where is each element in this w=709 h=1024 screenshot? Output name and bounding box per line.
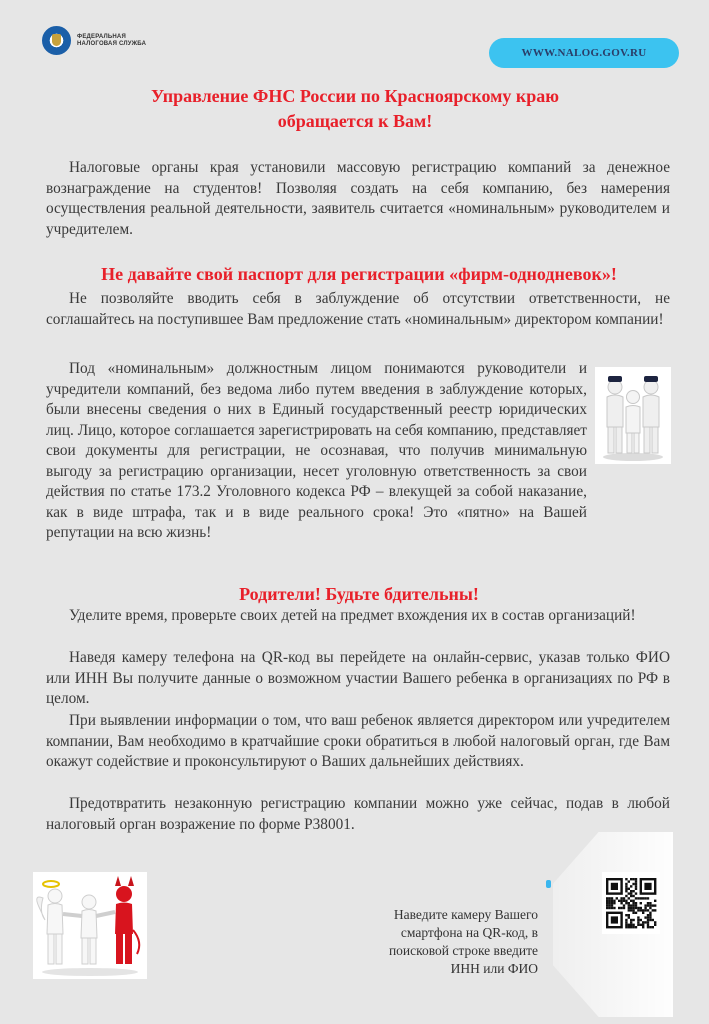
- caption-line-1: Наведите камеру Вашего: [393, 907, 538, 922]
- fns-logo: [42, 26, 146, 55]
- section2-paragraph-1: Уделите время, проверьте своих детей на предмет вхождения их в состав организаций!: [69, 607, 636, 624]
- arrest-figures-svg: [595, 367, 671, 464]
- logo-line-2: НАЛОГОВАЯ СЛУЖБА: [77, 40, 147, 47]
- section1-paragraph-2: Под «номинальным» должностным лицом понимаются руководители и учредители компаний, без ведома либо путем введения в заблуждение которых, были внесены сведения о них в Единый государственный реестр юридических лиц. Лицо, которое соглашается зарегистрировать на себя компанию, представляет свои документы для регистрации, не осознавая, что получив минимальную выгоду за регистрацию организации, несет уголовную ответственность за свои действия по статье 173.2 Уголовного кодекса РФ – влекущей за собой наказание, как в виде штрафа, так и в виде реального срока! Это «пятно» на Вашей репутации на всю жизнь!: [46, 360, 587, 541]
- fns-emblem-icon: [42, 26, 71, 55]
- arrest-figures-illustration: [595, 367, 671, 464]
- intro-paragraph: Налоговые органы края установили массовую регистрацию компаний за денежное вознаграждение на студентов! Позволяя создать на себя компанию, без намерения осуществления реальной деятельности, заявитель считается «номинальным» руководителем и учредителем.: [46, 159, 670, 238]
- page-title: [60, 84, 650, 134]
- section2-paragraph-3: При выявлении информации о том, что ваш ребенок является директором или учредителем компании, Вам необходимо в кратчайшие сроки обратиться в любой налоговый орган, где Вам окажут содействие и проконсультируют о Ваших дальнейших действиях.: [46, 712, 670, 770]
- section1-paragraph-1: Не позволяйте вводить себя в заблуждение об отсутствии ответственности, не соглашайтесь на поступившее Вам предложение стать «номинальным» директором компании!: [46, 290, 670, 328]
- qr-caption: [354, 906, 538, 978]
- section2-paragraph-4: Предотвратить незаконную регистрацию компании можно уже сейчас, подав в любой налоговый орган возражение по форме Р38001.: [46, 795, 670, 833]
- logo-line-1: ФЕДЕРАЛЬНАЯ: [77, 33, 126, 40]
- title-line-1: Управление ФНС России по Красноярскому краю: [150, 86, 560, 106]
- section2-paragraph-2: Наведя камеру телефона на QR-код вы перейдете на онлайн-сервис, указав только ФИО или ИНН Вы получите данные о возможном участии Вашего ребенка в организациях по РФ в целом.: [46, 649, 670, 707]
- caption-line-4: ИНН или ФИО: [450, 961, 538, 976]
- section1-heading: Не давайте свой паспорт для регистрации «фирм-однодневок»!: [101, 264, 617, 284]
- title-line-2: обращается к Вам!: [277, 111, 433, 131]
- qr-code-svg: [602, 872, 660, 934]
- angel-devil-illustration: [33, 872, 147, 979]
- camera-lens-icon: [546, 880, 551, 888]
- caption-line-2: смартфона на QR-код, в: [400, 925, 538, 940]
- caption-line-3: поисковой строке введите: [388, 943, 538, 958]
- angel-devil-svg: [33, 872, 147, 979]
- logo-text: [77, 34, 146, 48]
- qr-code-icon[interactable]: [602, 872, 660, 934]
- website-link[interactable]: WWW.NALOG.GOV.RU: [489, 38, 679, 68]
- section2-heading: Родители! Будьте бдительны!: [239, 584, 479, 604]
